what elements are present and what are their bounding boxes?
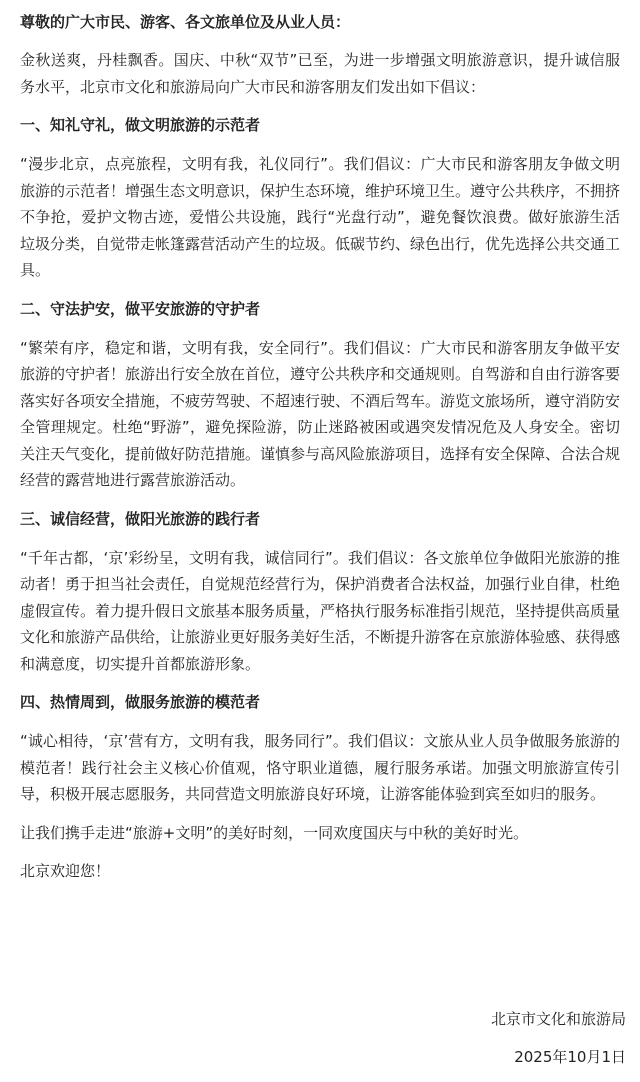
section-1-heading: 一、知礼守礼，做文明旅游的示范者	[20, 116, 261, 134]
section-2-body: “繁荣有序，稳定和谐，文明有我，安全同行”。我们倡议：广大市民和游客朋友争做平安旅游的守护者！旅游出行安全放在首位，遵守公共秩序和交通规则。自驾游和自由行游客要落实好各项安全措施，不疲劳驾驶、不超速行驶、不酒后驾车。游览文旅场所，遵守消防安全管理规定。杜绝“野游”，避免探险游，防止迷路被困或遇突发情况危及人身安全。密切关注天气变化，提前做好防范措施。谨慎参与高风险旅游项目，选择有安全保障、合法合规经营的露营地进行露营旅游活动。	[20, 338, 621, 489]
section-4-body: “诚心相待，‘京’营有方，文明有我，服务同行”。我们倡议：文旅从业人员争做服务旅游的模范者！践行社会主义核心价值观，恪守职业道德，履行服务承诺。加强文明旅游宣传引导，积极开展志愿服务，共同营造文明旅游良好环境，让游客能体验到宾至如归的服务。	[20, 732, 620, 803]
section-3-body: “千年古都，‘京’彩纷呈，文明有我，诚信同行”。我们倡议：各文旅单位争做阳光旅游的推动者！勇于担当社会责任，自觉规范经营行为，保护消费者合法权益，加强行业自律，杜绝虚假宣传。着力提升假日文旅基本服务质量，严格执行服务标准指引规范，坚持提供高质量文化和旅游产品供给，让旅游业更好服务美好生活，不断提升游客在京旅游体验感、获得感和满意度，切实提升首都旅游形象。	[20, 548, 621, 673]
signature-date: 2025年10月1日	[514, 1048, 626, 1066]
intro-paragraph: 金秋送爽，丹桂飘香。国庆、中秋“双节”已至，为进一步增强文明旅游意识，提升诚信服务水平，北京市文化和旅游局向广大市民和游客朋友们发出如下倡议：	[20, 51, 620, 96]
signature-organization: 北京市文化和旅游局	[490, 1010, 626, 1028]
section-1-body: “漫步北京，点亮旅程，文明有我，礼仪同行”。我们倡议：广大市民和游客朋友争做文明旅游的示范者！增强生态文明意识，保护生态环境，维护环境卫生。遵守公共秩序，不拥挤不争抢，爱护文物古迹，爱惜公共设施，践行“光盘行动”，避免餐饮浪费。做好旅游生活垃圾分类，自觉带走帐篷露营活动产生的垃圾。低碳节约、绿色出行，优先选择公共交通工具。	[20, 155, 621, 279]
section-2-heading: 二、守法护安，做平安旅游的守护者	[20, 299, 261, 318]
section-4-heading: 四、热情周到，做服务旅游的模范者	[20, 693, 261, 711]
section-3-heading: 三、诚信经营，做阳光旅游的践行者	[20, 509, 261, 528]
closing-paragraph: 让我们携手走进“旅游+文明”的美好时刻，一同欢度国庆与中秋的美好时光。	[20, 823, 529, 842]
welcome-line: 北京欢迎您！	[20, 862, 111, 880]
letter-salutation: 尊敬的广大市民、游客、各文旅单位及从业人员：	[20, 13, 351, 31]
